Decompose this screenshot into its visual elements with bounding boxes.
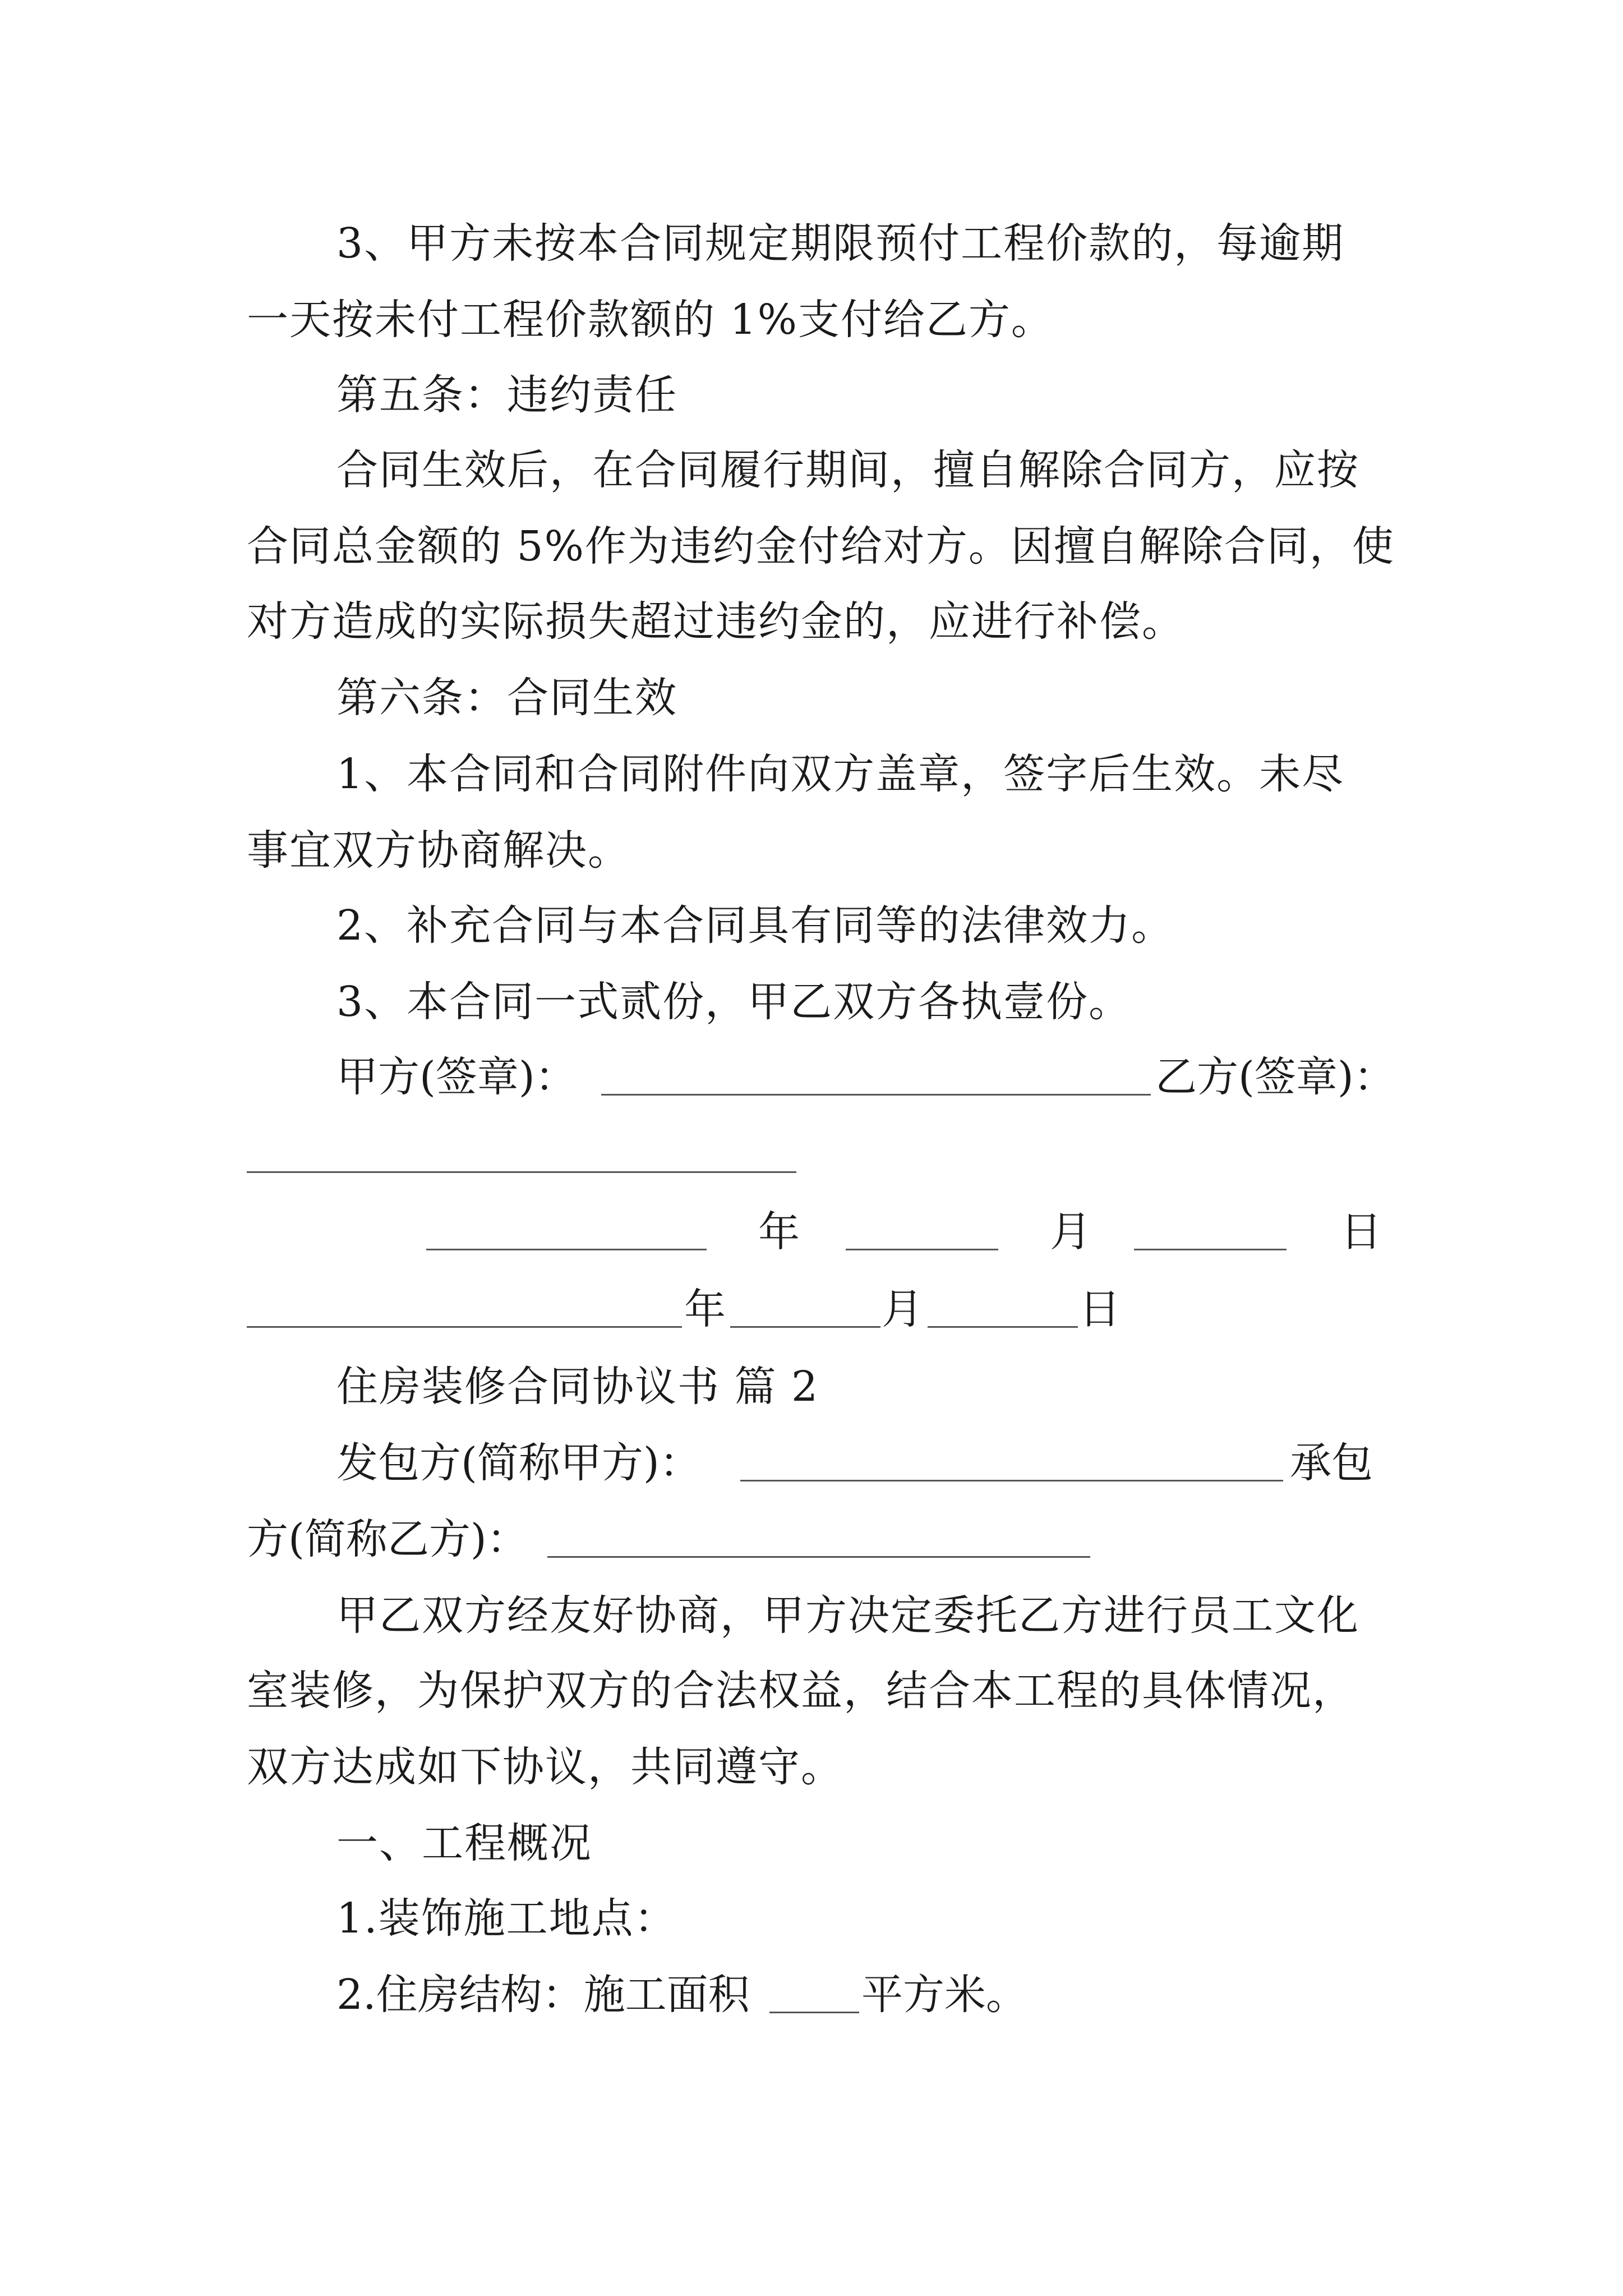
party-b-sign-blank[interactable] [247, 1171, 796, 1173]
contractor-label-part2: 方(简称乙方)： [247, 1515, 528, 1563]
article5-line2: 合同总金额的 5%作为违约金付给对方。因擅自解除合同，使 [247, 522, 1395, 570]
chapter1-title: 一、工程概况 [336, 1819, 592, 1867]
contractor-blank[interactable] [547, 1556, 1090, 1558]
party-b-month-label: 月 [882, 1285, 923, 1333]
chapter1-item2-unit: 平方米。 [861, 1971, 1027, 2019]
section2-title: 住房装修合同协议书 篇 2 [336, 1363, 819, 1411]
intro-line2: 室装修，为保护双方的合法权益，结合本工程的具体情况， [247, 1667, 1355, 1715]
party-b-year-label: 年 [684, 1285, 726, 1333]
article6-item3: 3、本合同一式贰份，甲乙双方各执壹份。 [336, 978, 1132, 1026]
article6-item1-line2: 事宜双方协商解决。 [247, 826, 630, 875]
chapter1-item1: 1.装饰施工地点： [336, 1894, 677, 1943]
party-b-month-blank[interactable] [730, 1326, 880, 1328]
clause3-line2: 一天按未付工程价款额的 1%支付给乙方。 [247, 296, 1054, 344]
party-a-month-blank[interactable] [846, 1249, 998, 1250]
article5-line1: 合同生效后，在合同履行期间，擅自解除合同方，应按 [336, 446, 1359, 494]
article5-title: 第五条：违约责任 [336, 371, 677, 419]
party-b-sign-label: 乙方(签章)： [1155, 1053, 1395, 1101]
party-b-day-label: 日 [1079, 1285, 1121, 1333]
article6-item1-line1: 1、本合同和合同附件向双方盖章，签字后生效。未尽 [336, 750, 1345, 798]
issuer-label: 发包方(简称甲方)： [336, 1439, 701, 1487]
intro-line3: 双方达成如下协议，共同遵守。 [247, 1743, 843, 1791]
party-a-sign-blank[interactable] [601, 1094, 1151, 1096]
article6-title: 第六条：合同生效 [336, 674, 677, 722]
article6-item2: 2、补充合同与本合同具有同等的法律效力。 [336, 901, 1174, 950]
party-a-day-label: 日 [1340, 1208, 1382, 1256]
party-b-year-blank[interactable] [247, 1326, 682, 1328]
contractor-label-part1: 承包 [1290, 1439, 1373, 1487]
party-a-year-blank[interactable] [426, 1249, 707, 1250]
article5-line3: 对方造成的实际损失超过违约金的，应进行补偿。 [247, 597, 1184, 646]
clause3-line1: 3、甲方未按本合同规定期限预付工程价款的，每逾期 [336, 219, 1345, 268]
issuer-blank[interactable] [740, 1480, 1283, 1481]
party-a-month-label: 月 [1050, 1208, 1091, 1256]
party-a-year-label: 年 [758, 1208, 800, 1256]
party-a-sign-label: 甲方(签章)： [336, 1053, 577, 1101]
intro-line1: 甲乙双方经友好协商，甲方决定委托乙方进行员工文化 [336, 1591, 1359, 1640]
chapter1-item2-label: 2.住房结构：施工面积 [336, 1971, 750, 2019]
area-blank[interactable] [769, 2012, 859, 2013]
party-a-day-blank[interactable] [1134, 1249, 1287, 1250]
party-b-day-blank[interactable] [928, 1326, 1078, 1328]
